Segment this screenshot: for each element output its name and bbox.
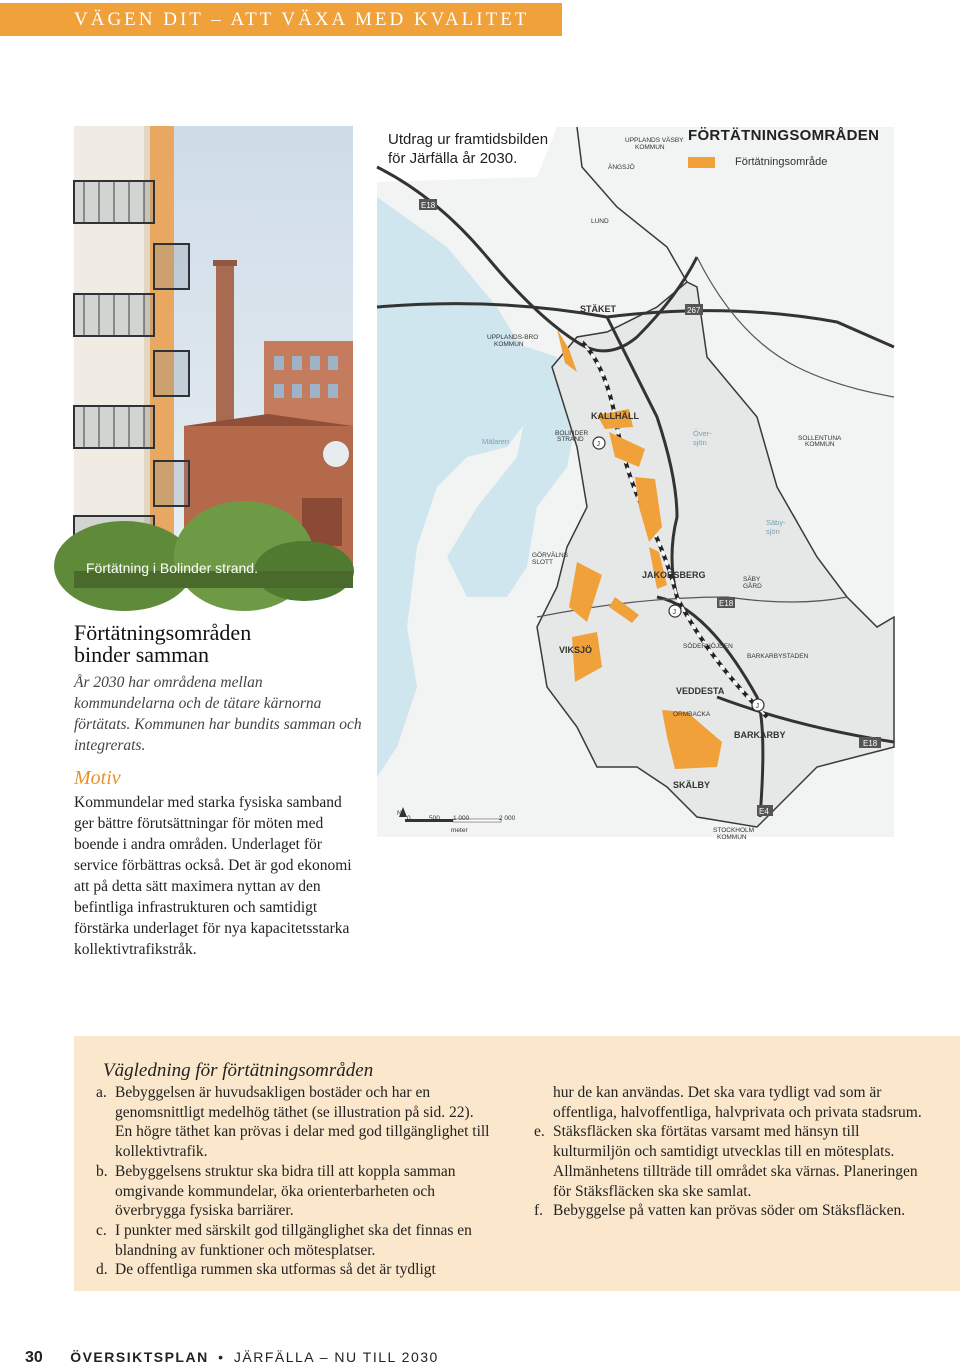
item-text: Stäksfläcken ska förtätas varsamt med hänsyn till kulturmiljön och samtidigt utvecklas till en mötesplats. Allmänhetens tillträde till området ska värnas. Planeringen för Stäksfläcken ska ske samlat. — [553, 1123, 918, 1200]
label-gard: GÅRD — [743, 583, 762, 590]
label-gorvalns: GÖRVÄLNS — [532, 552, 569, 559]
legend-swatch — [688, 157, 715, 168]
label-over: Över- — [693, 429, 712, 438]
label-saby-sjon: Säby- — [766, 518, 786, 527]
footer-separator: • — [218, 1349, 225, 1365]
scale-500: 500 — [429, 815, 440, 822]
guidance-item — [534, 1083, 929, 1122]
map-fortatningsomraden — [377, 127, 894, 841]
label-bolinder: BOLINDER — [555, 430, 589, 437]
label-north: N — [397, 810, 402, 817]
scale-2000: 2 000 — [499, 815, 516, 822]
item-letter — [534, 1083, 553, 1122]
label-stockholm-kommun: KOMMUN — [717, 834, 747, 841]
station-icon-2: J — [672, 609, 676, 616]
label-upplands-vasby-kommun: KOMMUN — [635, 144, 665, 151]
label-strand: STRAND — [557, 436, 584, 443]
label-staket: STÄKET — [580, 304, 616, 314]
scale-0: 0 — [407, 815, 411, 822]
item-letter: b. — [96, 1162, 108, 1180]
label-over-sjon: sjön — [693, 438, 707, 447]
item-text: Bebyggelsen är huvudsakligen bostäder och har en genomsnittligt medelhög täthet (se illustration på sid. 22). En högre täthet kan prövas i delar med god tillgänglighet till kollektivtrafik. — [115, 1084, 490, 1161]
label-ormbacka: ORMBACKA — [673, 711, 711, 718]
shield-e18-top: E18 — [421, 201, 436, 210]
photo-caption: Förtätning i Bolinder strand. — [86, 560, 258, 576]
label-stockholm: STOCKHOLM — [713, 827, 755, 834]
shield-e4: E4 — [759, 807, 769, 816]
label-lund: LUND — [591, 218, 609, 225]
label-slott: SLOTT — [532, 559, 553, 566]
shield-267: 267 — [687, 306, 701, 315]
label-viksjo: VIKSJÖ — [559, 645, 593, 655]
label-saby-sjon-2: sjön — [766, 527, 780, 536]
heading-line1: Förtätningsområden — [74, 620, 252, 645]
label-saby: SÄBY — [743, 576, 761, 583]
guidance-item — [96, 1083, 491, 1162]
scale-unit: meter — [451, 827, 468, 834]
label-barkarbystaden: BARKARBYSTADEN — [747, 653, 809, 660]
legend-label: Förtätningsområde — [735, 156, 828, 168]
item-letter: a. — [96, 1084, 107, 1101]
item-text: hur de kan användas. Det ska vara tydligt vad som är offentliga, halvoffentliga, halvprivata och privata stadsrum. — [553, 1084, 922, 1121]
guidance-item — [534, 1122, 929, 1201]
page-number: 30 — [25, 1349, 43, 1366]
shield-e18-right: E18 — [863, 739, 878, 748]
item-letter: f. — [534, 1202, 544, 1220]
map-title — [388, 130, 548, 168]
item-text: I punkter med särskilt god tillgänglighet ska det finnas en blandning av funktioner och mötesplatser. — [115, 1221, 472, 1259]
heading-line2: binder samman — [74, 642, 210, 667]
map-title-line1: Utdrag ur framtidsbilden — [388, 131, 549, 148]
map-legend-heading: FÖRTÄTNINGSOMRÅDEN — [688, 127, 880, 144]
article-lead: År 2030 har områdena mellan kommundelarna och de tätare kärnorna förtätats. Kommunen har bundits samman och integrerats. — [74, 674, 362, 754]
station-icon: J — [596, 441, 600, 448]
guidance-item — [96, 1162, 491, 1221]
label-jakobsberg: JAKOBSBERG — [642, 570, 706, 580]
guidance-item — [96, 1260, 491, 1280]
item-letter: c. — [96, 1221, 107, 1239]
station-icon-3: J — [755, 703, 759, 710]
label-kallhall: KALLHÄLL — [591, 411, 639, 421]
map-graphic — [377, 127, 894, 841]
map-title-line2: för Järfälla år 2030. — [388, 150, 518, 167]
guidance-heading: Vägledning för förtätningsområden — [103, 1060, 374, 1081]
guidance-column-right — [534, 1083, 929, 1221]
label-skalby: SKÄLBY — [673, 780, 711, 790]
item-text: De offentliga rummen ska utformas så det är tydligt — [115, 1261, 436, 1279]
guidance-column-left — [96, 1083, 491, 1280]
label-upplands-bro-kommun: KOMMUN — [494, 341, 524, 348]
motiv-body: Kommundelar med starka fysiska samband ger bättre förutsättningar för möten med boende i andra områden. Underlaget för service förbättras också. Det är god ekonomi att på detta sätt maximera nyttan av den befintliga infrastrukturen och samtidigt förstärka underlaget för nya kapacitetsstarka kollektivtrafikstråk. — [74, 794, 352, 958]
article-heading — [74, 622, 251, 666]
page-footer — [25, 1349, 439, 1367]
scale-1000: 1 000 — [453, 815, 470, 822]
guidance-item — [96, 1221, 491, 1260]
label-veddesta: VEDDESTA — [676, 686, 725, 696]
label-upplands-vasby: UPPLANDS VÄSBY — [625, 137, 684, 144]
photo-illustration — [74, 126, 353, 588]
photo-bolinder-strand — [74, 126, 353, 588]
label-barkarby: BARKARBY — [734, 730, 786, 740]
label-sollentuna: SOLLENTUNA — [798, 435, 842, 442]
label-malaren: Mälaren — [482, 437, 510, 446]
publication-subtitle: JÄRFÄLLA – NU TILL 2030 — [233, 1349, 439, 1365]
section-banner: VÄGEN DIT – ATT VÄXA MED KVALITET — [0, 3, 562, 36]
guidance-box — [74, 1036, 960, 1291]
item-letter: e. — [534, 1123, 545, 1141]
publication-name: ÖVERSIKTSPLAN — [70, 1349, 209, 1365]
label-sollentuna-kommun: KOMMUN — [805, 441, 835, 448]
shield-e18-mid: E18 — [719, 599, 734, 608]
label-upplands-bro: UPPLANDS-BRO — [487, 334, 539, 341]
guidance-item — [534, 1201, 929, 1221]
item-text: Bebyggelse på vatten kan prövas söder om Stäksfläcken. — [553, 1202, 906, 1220]
label-angsjo: ÄNGSJÖ — [608, 164, 635, 171]
item-text: Bebyggelsens struktur ska bidra till att koppla samman omgivande kommundelar, öka orienterbarheten och överbrygga fysiska barriärer. — [115, 1162, 456, 1220]
item-letter: d. — [96, 1261, 108, 1279]
motiv-heading: Motiv — [74, 767, 121, 789]
label-soderhojden: SÖDERHÖJDEN — [683, 643, 733, 650]
